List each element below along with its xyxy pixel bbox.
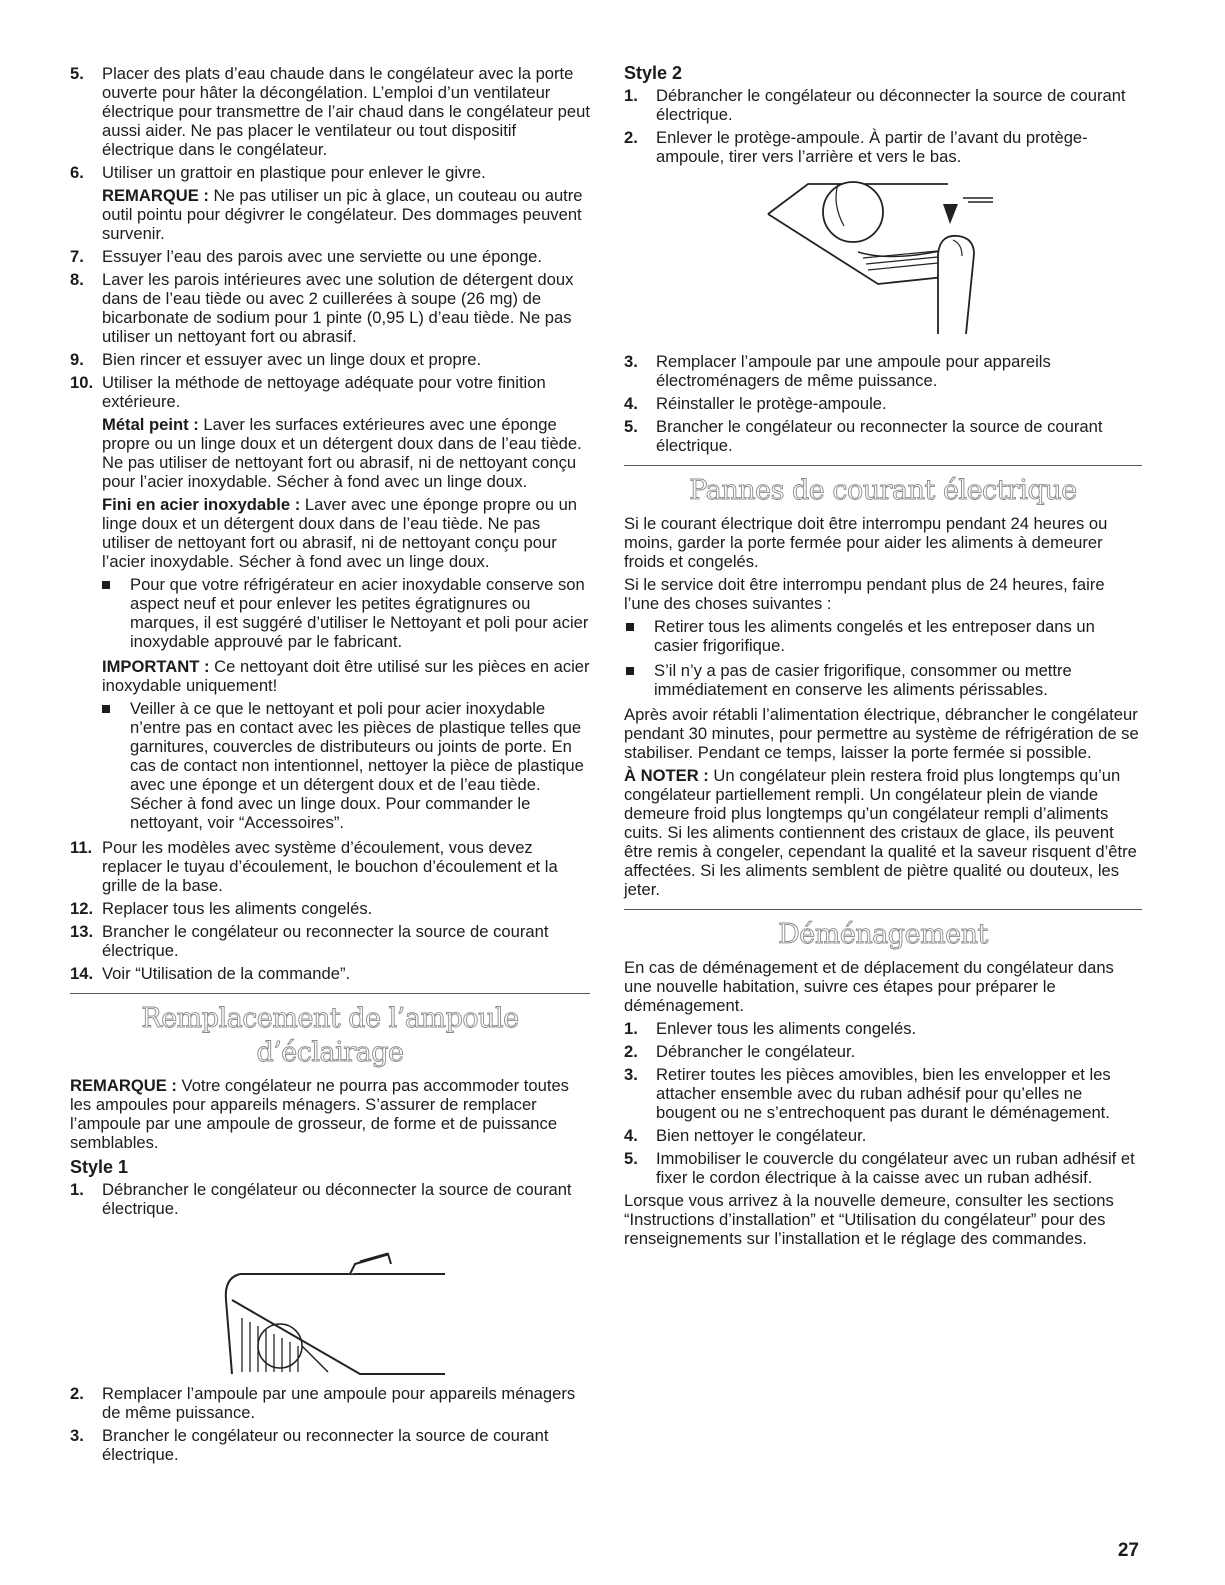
list-item: 14. Voir “Utilisation de la commande”. (70, 964, 351, 983)
bullet-square-icon (626, 623, 634, 631)
list-item: 11. Pour les modèles avec système d’écoulement, vous devez replacer le tuyau d’écoulement, le bouchon d’écoulement et la grille de la base. (70, 838, 558, 895)
noter-paragraph: À NOTER : Un congélateur plein restera froid plus longtemps qu’un congélateur partiellement rempli. Un congélateur plein de viande demeure froid plus longtemps qu’un congélateur rempli d’aliments cuits. Si les aliments contiennent des cristaux de glace, ils peuvent être remis à congeler, cependant la qualité et la saveur risquent d’être affectées. Si les aliments semblent de piètre qualité ou douteux, les jeter. (624, 766, 1137, 899)
page-number: 27 (1117, 1540, 1139, 1561)
right-column (624, 64, 1142, 1252)
light-shield-style1-illustration (210, 1226, 450, 1376)
list-item: 8. Laver les parois intérieures avec une solution de détergent doux dans de l’eau tiède ou avec 2 cuillerées à soupe (26 mg) de bicarbonate de sodium pour 1 pinte (0,95 L) d’eau tiède. Ne pas utiliser un nettoyant fort ou abrasif. (70, 270, 574, 346)
list-item: 2. Remplacer l’ampoule par une ampoule pour appareils ménagers de même puissance. (70, 1384, 576, 1422)
list-item: 1. Enlever tous les aliments congelés. (624, 1019, 917, 1038)
light-shield-style2-illustration (748, 174, 1018, 344)
list-item: 5. Immobiliser le couvercle du congélateur avec un ruban adhésif et fixer le cordon électrique à la caisse avec un ruban adhésif. (624, 1149, 1135, 1187)
section-divider (624, 465, 1142, 466)
style-2-heading: Style 2 (624, 63, 683, 83)
paragraph: Si le service doit être interrompu pendant plus de 24 heures, faire l’une des choses suivantes : (624, 575, 1105, 613)
bullet-square-icon (626, 667, 634, 675)
list-item: 10. Utiliser la méthode de nettoyage adéquate pour votre finition extérieure. (70, 373, 546, 411)
section-divider (70, 993, 590, 994)
bullet-item: S’il n’y a pas de casier frigorifique, consommer ou mettre immédiatement en conserve les aliments périssables. (624, 661, 1142, 699)
list-item: 4. Bien nettoyer le congélateur. (624, 1126, 867, 1145)
list-item: 3. Brancher le congélateur ou reconnecter la source de courant électrique. (70, 1426, 549, 1464)
list-item: 12. Replacer tous les aliments congelés. (70, 899, 373, 918)
list-item: 2. Débrancher le congélateur. (624, 1042, 856, 1061)
list-item: 1. Débrancher le congélateur ou déconnecter la source de courant électrique. (70, 1180, 572, 1218)
bullet-square-icon (102, 581, 110, 589)
style-1-heading: Style 1 (70, 1157, 129, 1177)
bullet-item: Pour que votre réfrigérateur en acier inoxydable conserve son aspect neuf et pour enlever les petites égratignures ou marques, il est suggéré d’utiliser le Nettoyant et poli pour acier inoxydable approuvé par le fabricant. (70, 575, 590, 651)
paragraph: Si le courant électrique doit être interrompu pendant 24 heures ou moins, garder la porte fermée pour aider les aliments à demeurer froids et congelés. (624, 514, 1108, 571)
bullet-item: Veiller à ce que le nettoyant et poli pour acier inoxydable n’entre pas en contact avec les pièces de plastique telles que garnitures, couvercles de distributeurs ou joints de porte. En cas de contact non intentionnel, nettoyer la pièce de plastique avec une éponge et un détergent doux et de l’eau tiède. Sécher à fond avec un linge doux. Pour commander le nettoyant, voir “Accessoires”. (70, 699, 590, 832)
list-item: 9. Bien rincer et essuyer avec un linge doux et propre. (70, 350, 482, 369)
list-item: 3. Remplacer l’ampoule par une ampoule pour appareils électroménagers de même puissance. (624, 352, 1051, 390)
list-item: 5. Brancher le congélateur ou reconnecter la source de courant électrique. (624, 417, 1103, 455)
list-item: 1. Débrancher le congélateur ou déconnecter la source de courant électrique. (624, 86, 1126, 124)
remarque-paragraph: REMARQUE : Votre congélateur ne pourra pas accommoder toutes les ampoules pour appareils ménagers. S’assurer de remplacer l’ampoule par une ampoule de grosseur, de forme et de puissance semblables. (70, 1076, 569, 1152)
bullet-item: Retirer tous les aliments congelés et les entreposer dans un casier frigorifique. (624, 617, 1142, 655)
list-item: 2. Enlever le protège-ampoule. À partir de l’avant du protège-ampoule, tirer vers l’arrière et vers le bas. (624, 128, 1088, 166)
metal-peint-note: Métal peint : Laver les surfaces extérieures avec une éponge propre ou un linge doux et un détergent doux dans de l’eau tiède. Ne pas utiliser de nettoyant fort ou abrasif, ni de nettoyant conçu pour l’acier inoxydable. Sécher à fond avec un linge doux. (102, 415, 582, 491)
paragraph: Après avoir rétabli l’alimentation électrique, débrancher le congélateur pendant 30 minutes, pour permettre au système de réfrigération de se stabiliser. Pendant ce temps, laisser la porte fermée si possible. (624, 705, 1139, 762)
left-column (70, 64, 590, 1468)
paragraph: En cas de déménagement et de déplacement du congélateur dans une nouvelle habitation, suivre ces étapes pour préparer le déménagement. (624, 958, 1114, 1015)
section-title-ampoule: Remplacement de l’ampoule d’éclairage (141, 1003, 519, 1068)
list-item: 3. Retirer toutes les pièces amovibles, bien les envelopper et les attacher ensemble avec du ruban adhésif pour qu’elles ne bougent ou ne s’entrechoquent pas durant le déménagement. (624, 1065, 1111, 1122)
list-item: 6. Utiliser un grattoir en plastique pour enlever le givre. (70, 163, 486, 182)
list-item: 13. Brancher le congélateur ou reconnecter la source de courant électrique. (70, 922, 549, 960)
acier-inoxydable-note: Fini en acier inoxydable : Laver avec une éponge propre ou un linge doux et un détergent doux dans de l’eau tiède. Ne pas utiliser de nettoyant fort ou abrasif, ni de nettoyant conçu pour l’acier inoxydable. Sécher à fond avec un linge doux. (102, 495, 578, 571)
list-item: 7. Essuyer l’eau des parois avec une serviette ou une éponge. (70, 247, 543, 266)
section-title-pannes: Pannes de courant électrique (689, 475, 1077, 506)
section-title-demenagement: Déménagement (778, 919, 988, 950)
remarque-note: REMARQUE : Ne pas utiliser un pic à glace, un couteau ou autre outil pointu pour dégivrer le congélateur. Des dommages peuvent survenir. (102, 186, 583, 243)
list-item: 5. Placer des plats d’eau chaude dans le congélateur avec la porte ouverte pour hâter la décongélation. L’emploi d’un ventilateur électrique pour transmettre de l’air chaud dans le congélateur peut aussi aider. Ne pas placer le ventilateur ou tout dispositif électrique dans le congélateur. (70, 64, 590, 159)
important-note: IMPORTANT : Ce nettoyant doit être utilisé sur les pièces en acier inoxydable uniquement! (102, 657, 590, 695)
list-item: 4. Réinstaller le protège-ampoule. (624, 394, 887, 413)
paragraph: Lorsque vous arrivez à la nouvelle demeure, consulter les sections “Instructions d’installation” et “Utilisation du congélateur” pour des renseignements sur l’installation et le réglage des commandes. (624, 1191, 1114, 1248)
section-divider (624, 909, 1142, 910)
bullet-square-icon (102, 705, 110, 713)
